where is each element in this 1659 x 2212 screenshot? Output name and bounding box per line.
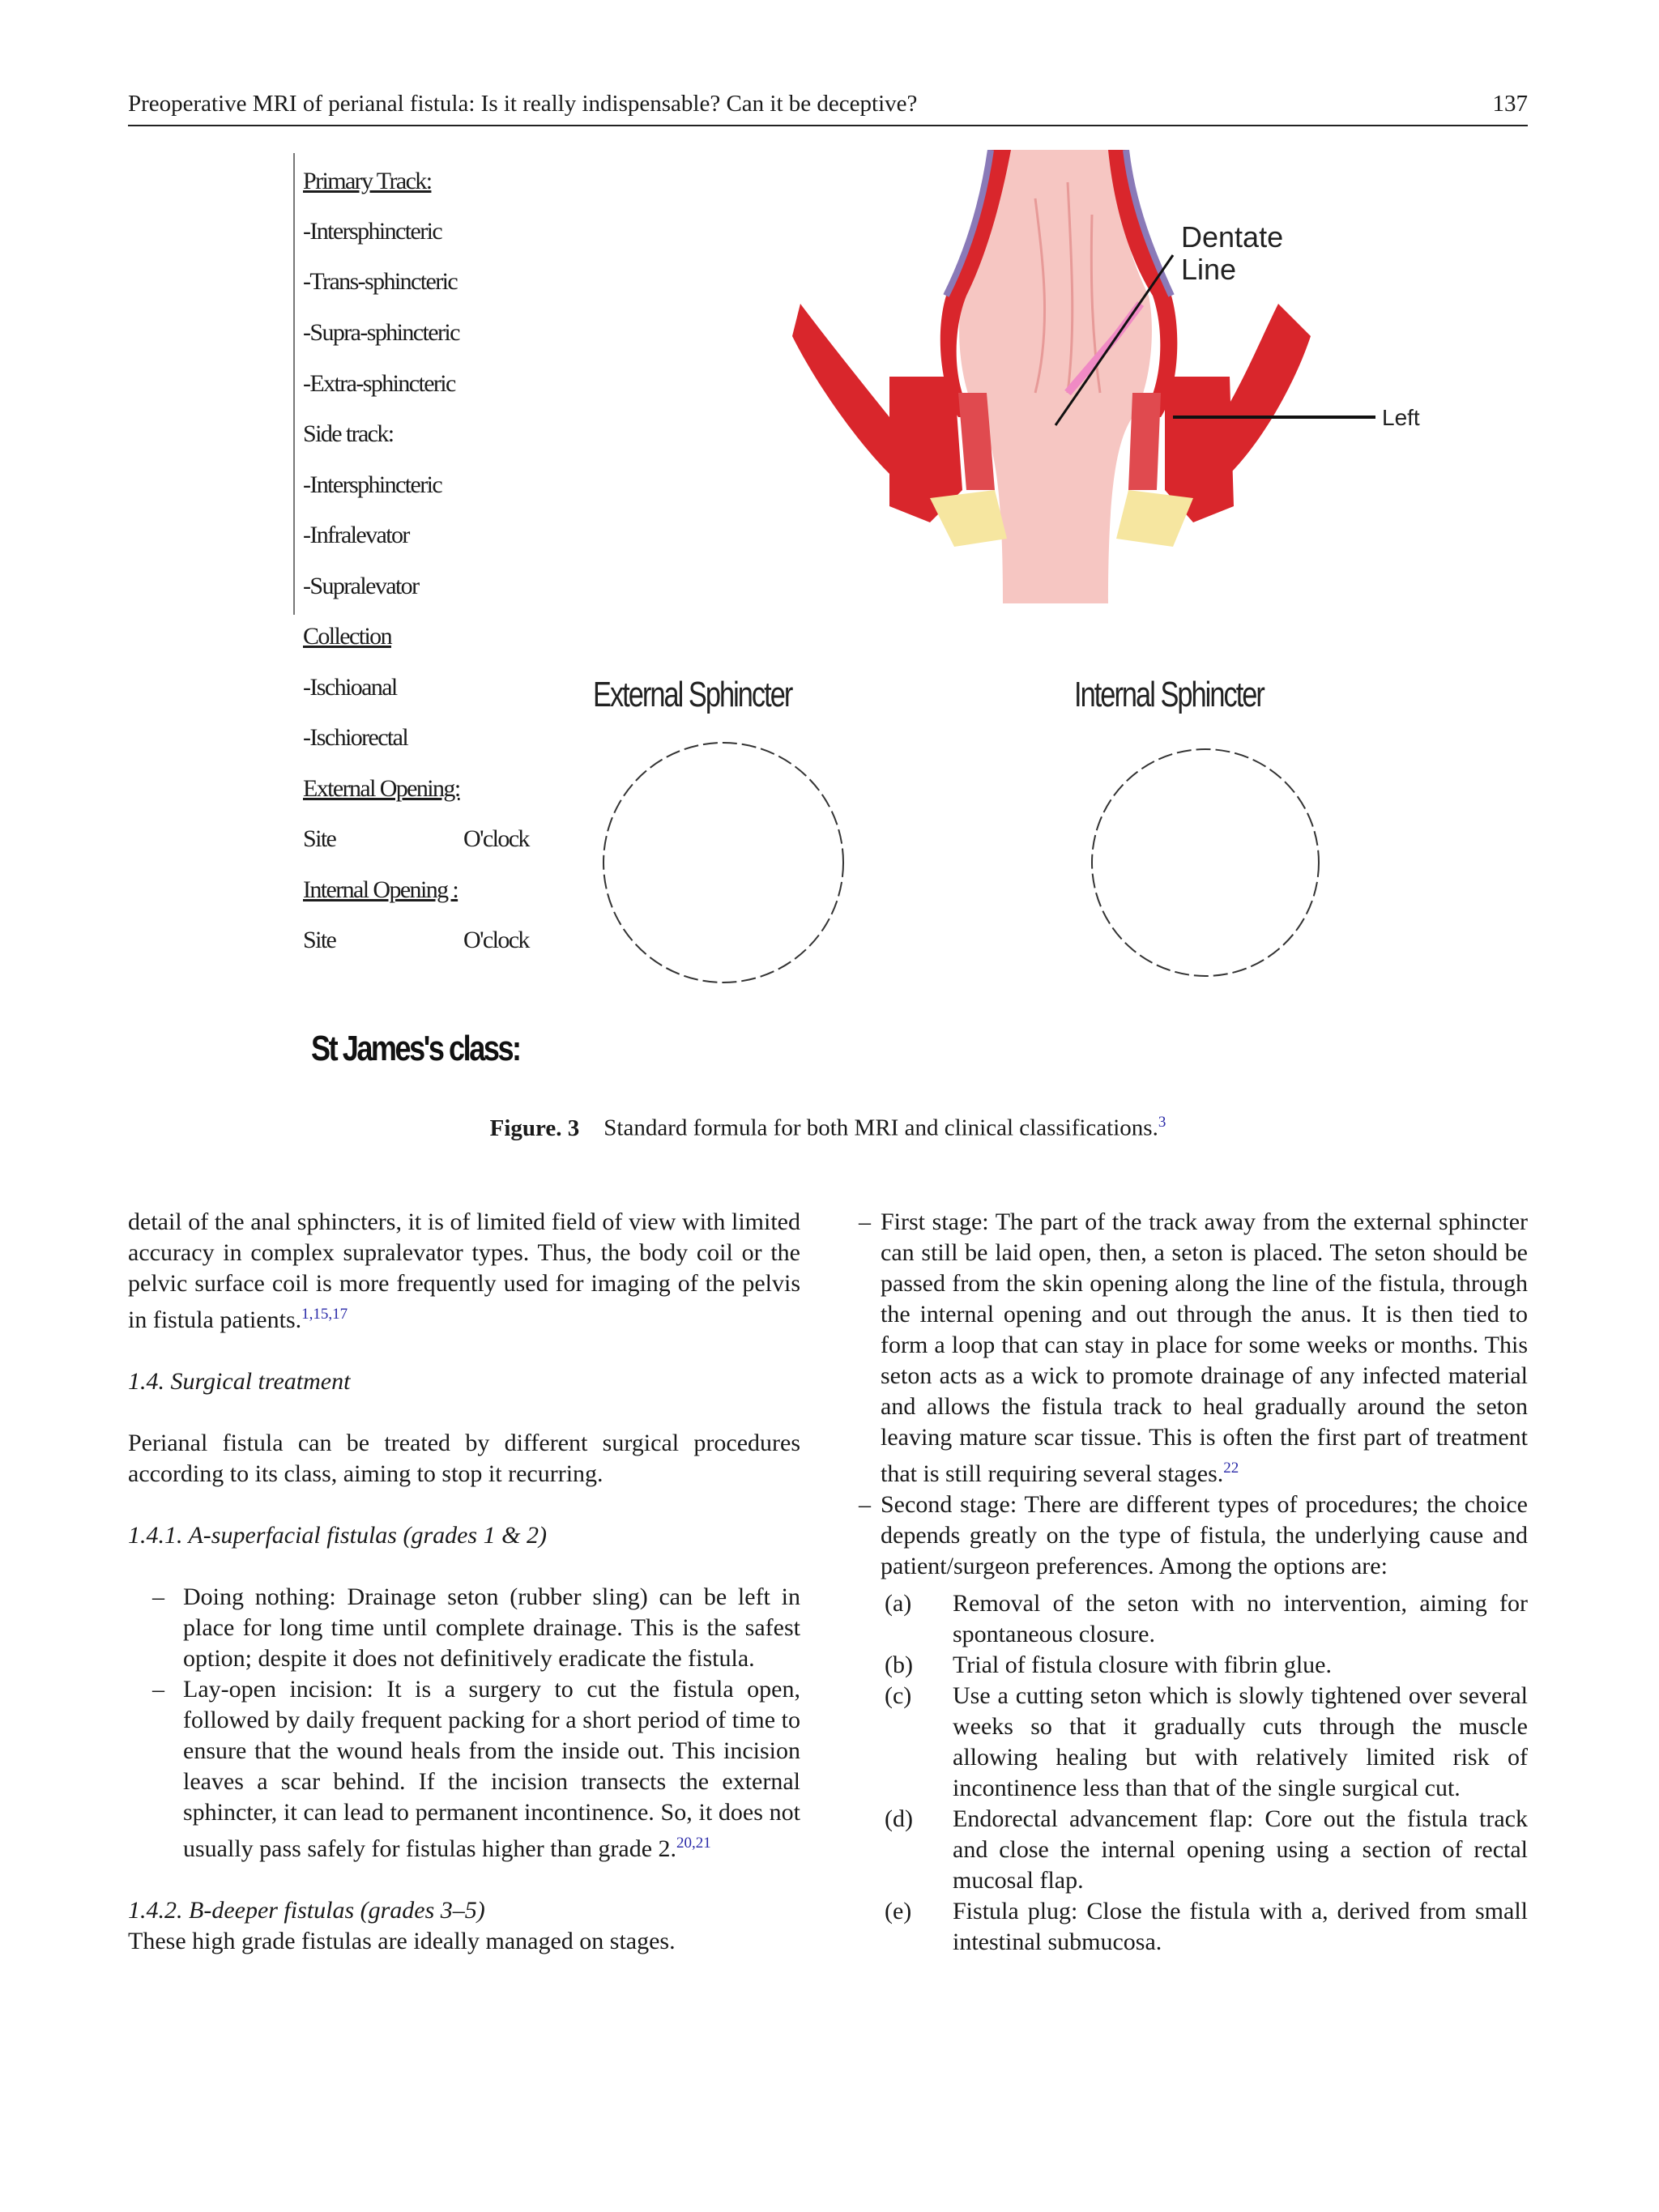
list-item: – Doing nothing: Drainage seton (rubber sling) can be left in place for long time until complete drainage. This is the safest option; despite it does not definitively eradicate the fistula. bbox=[152, 1583, 800, 1672]
left-column bbox=[128, 1207, 800, 1957]
anal-canal-diagram bbox=[792, 150, 1505, 620]
option-marker: (e) bbox=[885, 1898, 912, 1924]
form-item: Collection bbox=[303, 623, 391, 650]
page-number: 137 bbox=[1492, 91, 1528, 117]
figure-caption bbox=[128, 1114, 1528, 1142]
form-item: External Opening: bbox=[303, 775, 460, 802]
levator-left bbox=[792, 304, 889, 474]
form-item: -Intersphincteric bbox=[303, 218, 442, 245]
paragraph: Perianal fistula can be treated by different surgical procedures according to its class, aiming to stop it recurring. bbox=[128, 1430, 800, 1487]
levator-right bbox=[1222, 304, 1311, 474]
form-item: -Supra-sphincteric bbox=[303, 319, 459, 346]
fat-pad-right bbox=[1116, 490, 1193, 547]
paragraph: detail of the anal sphincters, it is of limited field of view with limited accuracy in complex supralevator types. Thus, the body coil or the pelvic surface coil is more frequently used for imaging of the pelvis in fistula patients.$^{1,15,17}$ bbox=[128, 1208, 800, 1333]
oclock-field: O'clock bbox=[463, 927, 529, 953]
fat-pad-left bbox=[930, 490, 1007, 547]
second-stage-options bbox=[859, 1588, 1528, 1958]
form-item: Site O'clock bbox=[303, 927, 529, 953]
form-item: Primary Track: bbox=[303, 168, 432, 194]
reference-link[interactable]: 22 bbox=[1223, 1460, 1239, 1477]
section-heading: 1.4. Surgical treatment bbox=[128, 1368, 351, 1395]
list-item: – First stage: The part of the track away from the external sphincter can still be laid open, then, a seton is placed. The seton should be passed from the skin opening along the line of the fistula, through the internal opening and out through the anus. It is then tied to form a loop that can stay in place for some weeks or months. This seton acts as a wick to promote drainage of any infected material and allows the fistula track to heal gradually around the seton leaving mature scar tissue. This is often the first part of treatment that is still requiring several stages.$^{22}$ bbox=[859, 1208, 1528, 1487]
subsection-heading: 1.4.1. A-superfacial fistulas (grades 1 & 2) bbox=[128, 1522, 547, 1549]
reference-link[interactable]: 1,15,17 bbox=[301, 1306, 348, 1323]
form-item: -Ischioanal bbox=[303, 674, 397, 701]
option-item: (a) Removal of the seton with no intervention, aiming for spontaneous closure. bbox=[885, 1590, 1528, 1647]
right-column bbox=[859, 1207, 1528, 1958]
option-marker: (c) bbox=[885, 1682, 912, 1709]
external-sphincter-label: External Sphincter bbox=[593, 675, 792, 714]
option-item: (e) Fistula plug: Close the fistula with a, derived from small intestinal submucosa. bbox=[885, 1898, 1528, 1955]
paragraph: These high grade fistulas are ideally managed on stages. bbox=[128, 1928, 676, 1954]
external-sphincter-circle bbox=[603, 743, 843, 982]
form-item: -Intersphincteric bbox=[303, 471, 442, 498]
form-item: -Ischiorectal bbox=[303, 724, 408, 751]
st-james-class-label: St James's class: bbox=[311, 1029, 520, 1068]
option-marker: (b) bbox=[885, 1652, 913, 1678]
treatment-options-list bbox=[128, 1582, 800, 1865]
option-item: (b) Trial of fistula closure with fibrin glue. bbox=[859, 1650, 1528, 1681]
line-label: Line bbox=[1181, 253, 1237, 286]
subsection-heading: 1.4.2. B-deeper fistulas (grades 3–5) bbox=[128, 1897, 485, 1924]
running-head bbox=[128, 89, 1528, 126]
form-item: -Extra-sphincteric bbox=[303, 370, 455, 397]
dentate-label: Dentate bbox=[1181, 220, 1284, 254]
left-label: Left bbox=[1382, 405, 1420, 430]
form-item: -Infralevator bbox=[303, 522, 409, 548]
list-item: – Lay-open incision: It is a surgery to cut the fistula open, followed by daily frequent packing for a short period of time to ensure that the wound heals from the inside out. This incision leaves a scar behind. If the incision transects the external sphincter, it can lead to permanent incontinence. So, it does not usually pass safely for fistulas higher than grade 2.$^{20,21}$ bbox=[152, 1676, 800, 1862]
caption-reference[interactable]: 3 bbox=[1158, 1114, 1166, 1131]
form-item: -Supralevator bbox=[303, 573, 419, 599]
internal-sphincter-circle bbox=[1092, 749, 1319, 976]
caption-label: Figure. 3 bbox=[489, 1115, 580, 1141]
option-item: (d) Endorectal advancement flap: Core out the fistula track and close the internal opening using a section of rectal mucosal flap. bbox=[885, 1805, 1528, 1894]
internal-sphincter-label: Internal Sphincter bbox=[1074, 675, 1264, 714]
internal-sphincter-right bbox=[1128, 393, 1161, 490]
form-item: Site O'clock bbox=[303, 825, 529, 852]
list-item: – Second stage: There are different types of procedures; the choice depends greatly on the type of fistula, the underlying cause and patient/surgeon preferences. Among the options are: bbox=[859, 1491, 1528, 1579]
option-marker: (d) bbox=[885, 1805, 913, 1832]
option-item: (c) Use a cutting seton which is slowly tightened over several weeks so that it gradually cuts through the muscle allowing healing but with relatively limited risk of incontinence less than that of the single surgical cut. bbox=[885, 1682, 1528, 1801]
figure-3 bbox=[128, 150, 1528, 1146]
reference-link[interactable]: 20,21 bbox=[676, 1835, 711, 1852]
form-item: -Trans-sphincteric bbox=[303, 268, 458, 295]
form-item: Side track: bbox=[303, 420, 394, 447]
figure-divider bbox=[293, 153, 295, 615]
running-title: Preoperative MRI of perianal fistula: Is it really indispensable? Can it be deceptive? bbox=[128, 91, 918, 117]
oclock-field: O'clock bbox=[463, 825, 529, 852]
caption-text: Standard formula for both MRI and clinical classifications. bbox=[603, 1115, 1158, 1141]
form-item: Internal Opening : bbox=[303, 876, 458, 903]
option-marker: (a) bbox=[885, 1590, 912, 1617]
